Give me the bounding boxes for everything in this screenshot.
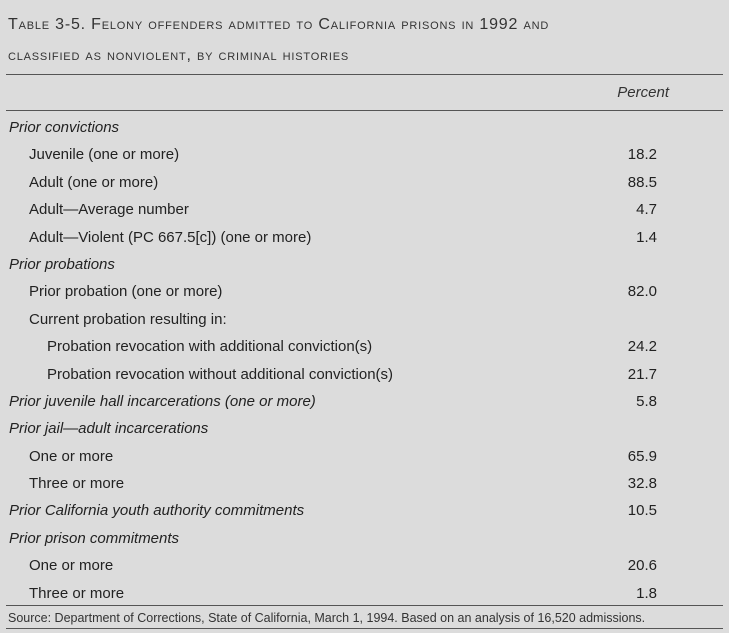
row-percent-value: 20.6 [627,557,657,575]
header-rule [6,110,723,111]
row-percent-value: 24.2 [627,338,657,356]
table-row [0,224,729,251]
column-header-percent: Percent [617,84,669,101]
table-row [0,470,729,497]
row-percent-value: 21.7 [627,365,657,383]
row-label: Prior convictions [9,119,120,136]
table-title [8,9,719,71]
row-label: Three or more [29,584,125,602]
row-label: Adult—Violent (PC 667.5[c]) (one or more) [29,228,312,246]
table-row [0,443,729,470]
table-title-line-1: Table 3-5. Felony offenders admitted to California prisons in 1992 and [8,16,550,33]
row-percent-value: 4.7 [636,201,657,219]
row-label: One or more [29,557,114,575]
row-label: Probation revocation without additional conviction(s) [47,365,394,383]
table-row [0,169,729,196]
row-percent-value: 5.8 [636,392,657,410]
table-row [0,580,729,607]
table-title-line-2: classified as nonviolent, by criminal histories [8,47,349,64]
row-percent-value: 82.0 [627,283,657,301]
row-label: Three or more [29,475,125,493]
bottom-rule [6,605,723,606]
table-row [0,306,729,333]
row-label: Prior probations [9,255,115,273]
section-heading-row [0,525,729,552]
row-label: One or more [29,447,114,465]
row-label: Prior jail—adult incarcerations [9,420,209,438]
row-label: Prior probation (one or more) [29,283,223,301]
footer-rule [6,628,723,629]
row-percent-value: 10.5 [627,502,657,520]
table-row [0,196,729,223]
source-note: Source: Department of Corrections, State of California, March 1, 1994. Based on an analysis of 16,520 admissions. [8,611,646,625]
section-heading-row [0,114,729,141]
row-label: Prior California youth authority commitments [9,502,305,520]
table-body [0,114,729,607]
section-heading-row [0,415,729,442]
row-label: Current probation resulting in: [29,310,227,328]
top-rule [6,74,723,75]
table-row [0,333,729,360]
row-label: Prior prison commitments [9,529,180,547]
table-row [0,141,729,168]
row-label: Adult—Average number [29,201,189,219]
row-label: Juvenile (one or more) [29,146,180,164]
section-heading-row [0,251,729,278]
table-row [0,278,729,305]
row-percent-value: 1.8 [636,584,657,602]
table-row [0,552,729,579]
row-percent-value: 1.4 [636,228,657,246]
row-percent-value: 32.8 [627,475,657,493]
row-percent-value: 88.5 [627,173,657,191]
table-row [0,361,729,388]
row-label: Adult (one or more) [29,173,159,191]
row-percent-value: 65.9 [627,447,657,465]
section-heading-row [0,388,729,415]
row-percent-value: 18.2 [627,146,657,164]
section-heading-row [0,497,729,524]
row-label: Prior juvenile hall incarcerations (one or more) [9,392,316,410]
row-label: Probation revocation with additional conviction(s) [47,338,373,356]
